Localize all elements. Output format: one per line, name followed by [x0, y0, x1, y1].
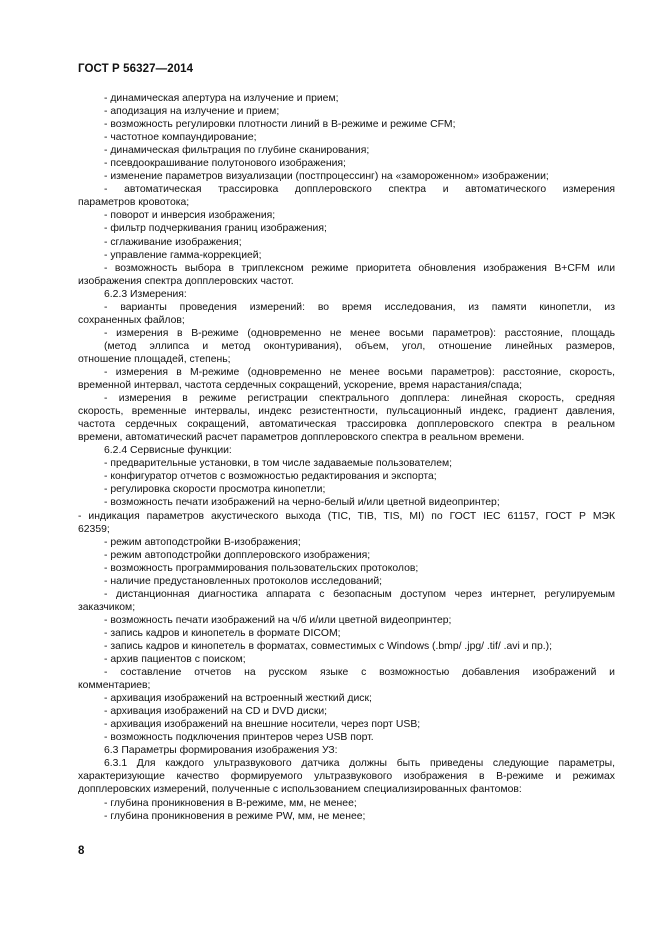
text-line: - индикация параметров акустического выхода (TIC, TIB, TIS, MI) по ГОСТ IEC 61157, ГОСТ Р МЭК	[78, 510, 615, 522]
text-line: - варианты проведения измерений: во время исследования, из памяти кинопетли, из	[104, 301, 615, 313]
text-line: - фильтр подчеркивания границ изображения;	[104, 223, 327, 235]
text-line: - запись кадров и кинопетель в формате DICOM;	[104, 627, 341, 639]
text-line: времени, автоматический расчет параметров допплеровского спектра в реальном времени.	[78, 432, 525, 444]
text-line: - регулировка скорости просмотра кинопетли;	[104, 484, 326, 496]
text-line: - динамическая фильтрация по глубине сканирования;	[104, 145, 370, 157]
text-line: - управление гамма-коррекцией;	[104, 249, 262, 261]
text-line: - изменение параметров визуализации (постпроцессинг) на «замороженном» изображении;	[104, 171, 549, 183]
text-line: - динамическая апертура на излучение и прием;	[104, 93, 339, 104]
text-line: временной интервал, частота сердечных сокращений, ускорение, время нарастания/спада;	[78, 380, 523, 392]
text-line: - возможность печати изображений на ч/б и/или цветной видеопринтер;	[104, 614, 452, 626]
text-line: комментариев;	[78, 680, 151, 692]
text-line: - архив пациентов с поиском;	[104, 654, 246, 666]
text-line: - глубина проникновения в В-режиме, мм, не менее;	[104, 797, 357, 809]
text-line: - измерения в В-режиме (одновременно не менее восьми параметров): расстояние, площадь	[104, 327, 615, 339]
text-line: - сглаживание изображения;	[104, 236, 242, 248]
text-line: - архивация изображений на внешние носители, через порт USB;	[104, 719, 421, 731]
text-line: - псевдоокрашивание полутонового изображения;	[104, 158, 346, 170]
text-line: - запись кадров и кинопетель в форматах, совместимых с Windows (.bmp/ .jpg/ .tif/ .avi и пр.);	[104, 640, 553, 652]
text-line: - аподизация на излучение и прием;	[104, 106, 280, 118]
text-line: - автоматическая трассировка допплеровского спектра и автоматического измерения	[104, 184, 615, 196]
document-body	[78, 92, 615, 823]
text-line: - возможность выбора в триплексном режиме приоритета обновления изображения B+CFM или	[104, 262, 615, 274]
text-line: - частотное компаундирование;	[104, 132, 257, 144]
document-header: ГОСТ Р 56327—2014	[78, 63, 194, 75]
text-line: сохраненных файлов;	[78, 314, 185, 326]
text-line: - архивация изображений на встроенный жесткий диск;	[104, 693, 372, 705]
section-heading: 6.3 Параметры формирования изображения УЗ:	[104, 745, 338, 757]
section-heading: 6.2.4 Сервисные функции:	[104, 445, 232, 457]
text-line: - архивация изображений на CD и DVD диски;	[104, 706, 328, 718]
text-line: характеризующие качество формируемого ультразвукового изображения в В-режиме и режимах	[78, 771, 615, 783]
text-line: - возможность регулировки плотности линий в В-режиме и режиме CFM;	[104, 119, 456, 131]
text-line: - измерения в режиме регистрации спектрального допплера: линейная скорость, средняя	[104, 393, 615, 405]
text-line: 6.3.1 Для каждого ультразвукового датчика должны быть приведены следующие параметры,	[104, 758, 615, 770]
text-line: - возможность подключения принтеров через USB порт.	[104, 732, 374, 744]
text-line: - дистанционная диагностика аппарата с безопасным доступом через интернет, регулируемым	[104, 588, 615, 600]
text-line: отношение площадей, степень;	[78, 353, 231, 365]
text-line: скорость, временные интервалы, индекс резистентности, пульсационный индекс, градиент давления,	[78, 406, 615, 418]
text-line: допплеровских измерений, полученные с использованием специализированных фантомов:	[78, 784, 522, 796]
text-line: - режим автоподстройки допплеровского изображения;	[104, 549, 371, 561]
text-line: - поворот и инверсия изображения;	[104, 210, 276, 222]
text-line: - конфигуратор отчетов с возможностью редактирования и экспорта;	[104, 471, 437, 483]
text-line: - составление отчетов на русском языке с возможностью добавления изображений и	[104, 667, 615, 679]
text-line: параметров кровотока;	[78, 197, 190, 209]
text-line: - возможность печати изображений на черно-белый и/или цветной видеопринтер;	[104, 497, 500, 509]
page-number: 8	[78, 845, 85, 857]
text-line: изображения спектра допплеровских частот.	[78, 275, 294, 287]
text-line: (метод эллипса и метод оконтуривания), объем, угол, отношение линейных размеров,	[104, 340, 615, 352]
text-line: частота сердечных сокращений, автоматическая трассировка допплеровского спектра в реальном	[78, 419, 615, 431]
text-line: - режим автоподстройки В-изображения;	[104, 536, 301, 548]
text-line: - наличие предустановленных протоколов исследований;	[104, 575, 383, 587]
text-line: - измерения в М-режиме (одновременно не менее восьми параметров): расстояние, скорость,	[104, 366, 615, 378]
text-line: - возможность программирования пользовательских протоколов;	[104, 562, 419, 574]
text-line: 62359;	[78, 523, 110, 535]
section-heading: 6.2.3 Измерения:	[104, 288, 187, 300]
text-line: - глубина проникновения в режиме PW, мм, не менее;	[104, 810, 366, 822]
text-line: заказчиком;	[78, 601, 136, 613]
text-line: - предварительные установки, в том числе задаваемые пользователем;	[104, 458, 453, 470]
